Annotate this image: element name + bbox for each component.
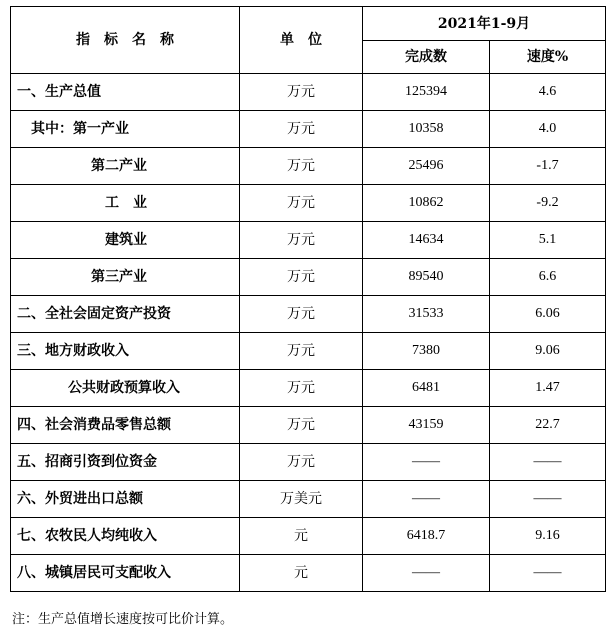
row-name: 第三产业 [11,259,240,296]
row-name: 公共财政预算收入 [11,370,240,407]
header-unit: 单 位 [240,7,363,74]
row-value: 10358 [363,111,490,148]
row-name: 八、城镇居民可支配收入 [11,555,240,592]
table-row [11,222,606,259]
row-unit: 元 [240,555,363,592]
row-speed: -9.2 [490,185,606,222]
table-row [11,481,606,518]
row-value: 6418.7 [363,518,490,555]
table-row [11,259,606,296]
row-value: —— [363,555,490,592]
row-value: 125394 [363,74,490,111]
header-indicator: 指 标 名 称 [11,7,240,74]
row-speed: 1.47 [490,370,606,407]
row-unit: 万美元 [240,481,363,518]
row-value: 43159 [363,407,490,444]
row-name: 一、生产总值 [11,74,240,111]
row-name: 三、地方财政收入 [11,333,240,370]
row-value: —— [363,481,490,518]
row-value: 6481 [363,370,490,407]
row-name: 建筑业 [11,222,240,259]
row-value: 7380 [363,333,490,370]
row-unit: 万元 [240,185,363,222]
row-name: 其中：第一产业 [11,111,240,148]
row-value: 31533 [363,296,490,333]
row-speed: —— [490,444,606,481]
row-name: 七、农牧民人均纯收入 [11,518,240,555]
row-speed: —— [490,555,606,592]
row-unit: 万元 [240,111,363,148]
row-unit: 万元 [240,444,363,481]
row-name: 二、全社会固定资产投资 [11,296,240,333]
table-row [11,407,606,444]
table-row [11,555,606,592]
header-speed: 速度% [490,41,606,74]
table-row [11,296,606,333]
row-value: 89540 [363,259,490,296]
row-name: 工 业 [11,185,240,222]
table-row [11,333,606,370]
row-value: 14634 [363,222,490,259]
table-row [11,370,606,407]
row-unit: 万元 [240,222,363,259]
row-name: 第二产业 [11,148,240,185]
row-speed: 9.16 [490,518,606,555]
row-value: 10862 [363,185,490,222]
footnote: 注：生产总值增长速度按可比价计算。 [12,612,234,627]
row-speed: 9.06 [490,333,606,370]
table-row [11,148,606,185]
table-row [11,185,606,222]
row-unit: 万元 [240,74,363,111]
row-speed: 4.0 [490,111,606,148]
table-row [11,111,606,148]
row-speed: 5.1 [490,222,606,259]
row-unit: 万元 [240,370,363,407]
row-speed: -1.7 [490,148,606,185]
row-unit: 万元 [240,296,363,333]
row-speed: 6.6 [490,259,606,296]
row-value: —— [363,444,490,481]
table-row [11,74,606,111]
row-unit: 万元 [240,148,363,185]
row-speed: 4.6 [490,74,606,111]
row-unit: 万元 [240,407,363,444]
row-speed: 22.7 [490,407,606,444]
table-row [11,518,606,555]
header-completed: 完成数 [363,41,490,74]
table-row [11,444,606,481]
row-name: 六、外贸进出口总额 [11,481,240,518]
statistics-table [10,6,606,592]
row-speed: —— [490,481,606,518]
row-unit: 万元 [240,259,363,296]
row-unit: 万元 [240,333,363,370]
row-value: 25496 [363,148,490,185]
header-period: 2021年1-9月 [363,7,606,41]
row-name: 五、招商引资到位资金 [11,444,240,481]
row-name: 四、社会消费品零售总额 [11,407,240,444]
row-unit: 元 [240,518,363,555]
row-speed: 6.06 [490,296,606,333]
